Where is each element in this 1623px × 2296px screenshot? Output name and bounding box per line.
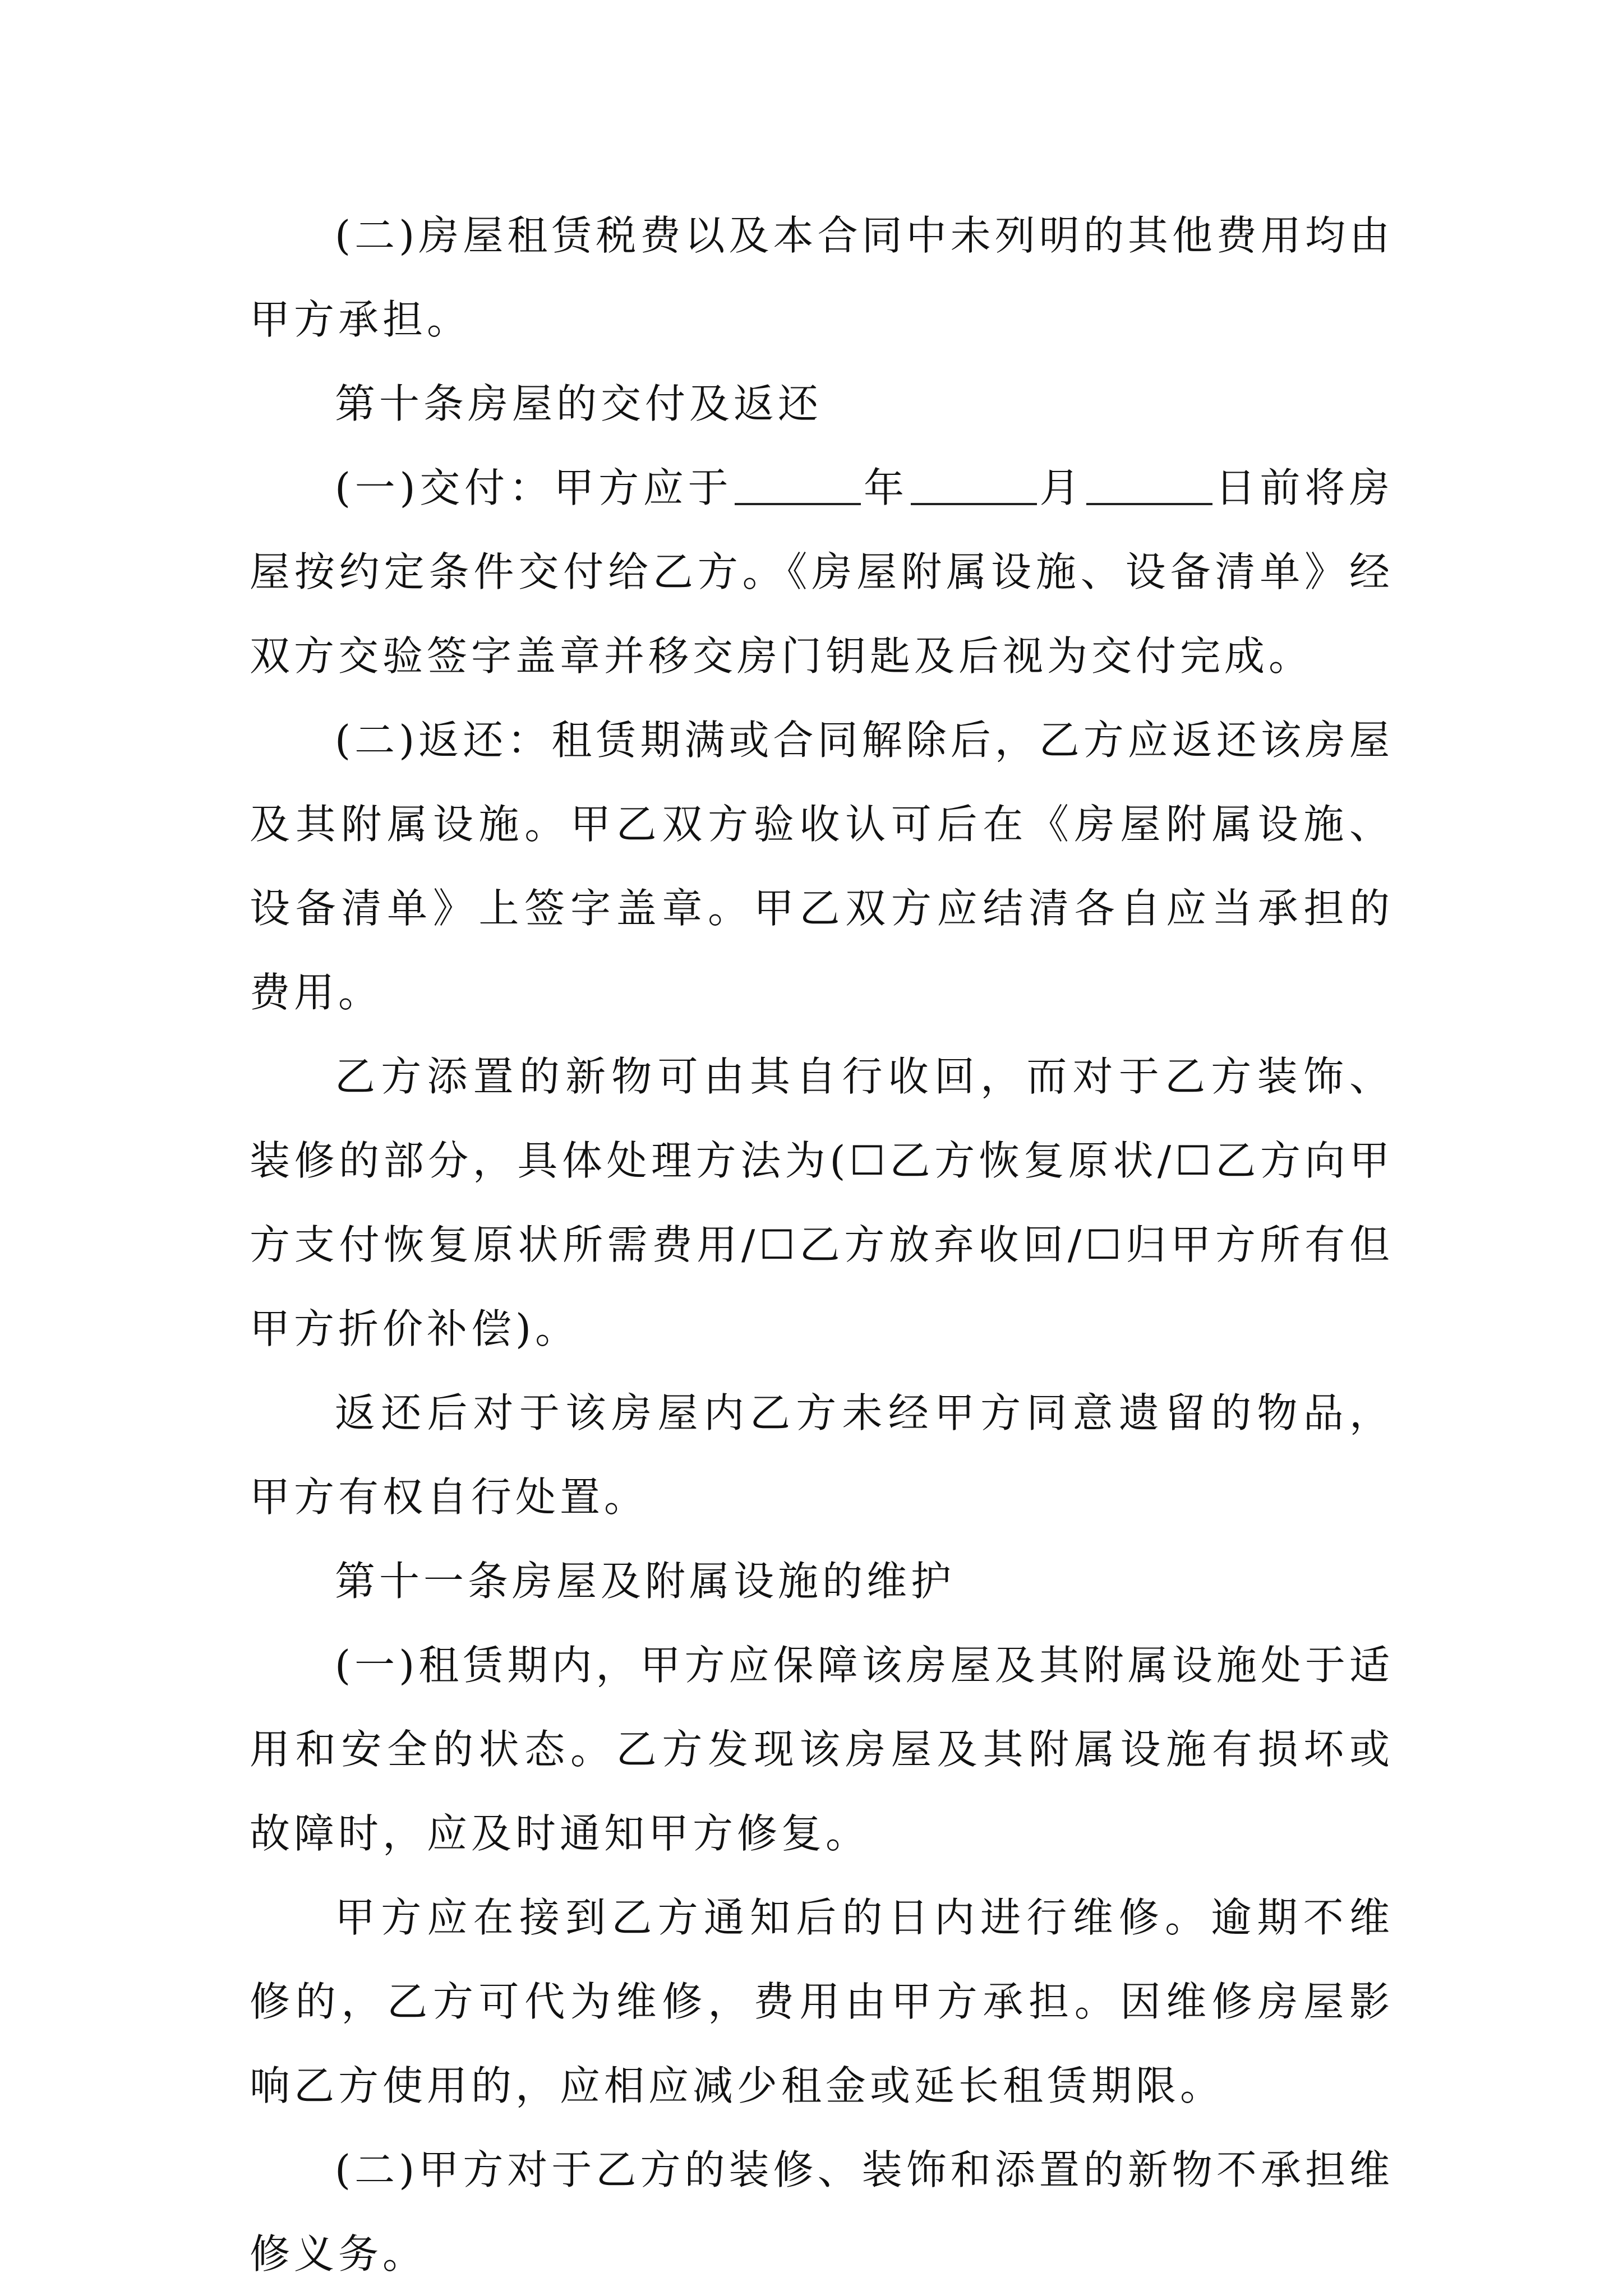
delivery-text-c: 月 [1039,464,1085,511]
clause-taxes-fees: (二)房屋租赁税费以及本合同中未列明的其他费用均由甲方承担。 [250,212,1394,343]
clause-return: (二)返还：租赁期满或合同解除后，乙方应返还该房屋及其附属设施。甲乙双方验收认可后在《房屋附属设施、设备清单》上签字盖章。甲乙双方应结清各自应当承担的费用。 [250,717,1394,1016]
clause-maintenance-2: (二)甲方对于乙方的装修、装饰和添置的新物不承担维修义务。 [250,2146,1394,2277]
day-blank [1086,467,1212,505]
article-11-title: 第十一条房屋及附属设施的维护 [335,1558,956,1605]
clause-left-items: 返还后对于该房屋内乙方未经甲方同意遗留的物品，甲方有权自行处置。 [250,1389,1394,1521]
article-10-title: 第十条房屋的交付及返还 [335,380,823,427]
delivery-text-d: 日前将房屋按约定条件交付给乙方。《房屋附属设施、设备清单》经双方交验签字盖章并移交房门钥匙及后视为交付完成。 [250,464,1394,680]
clause-maintenance-1: (一)租赁期内，甲方应保障该房屋及其附属设施处于适用和安全的状态。乙方发现该房屋及其附属设施有损坏或故障时，应及时通知甲方修复。 [250,1642,1394,1857]
clause-maintenance-repair: 甲方应在接到乙方通知后的日内进行维修。逾期不维修的，乙方可代为维修，费用由甲方承担。因维修房屋影响乙方使用的，应相应减少租金或延长租赁期限。 [250,1894,1394,2109]
month-blank [911,467,1037,505]
delivery-text-a: (一)交付：甲方应于 [335,464,733,511]
clause-delivery [250,446,1394,698]
clause-new-items: 乙方添置的新物可由其自行收回，而对于乙方装饰、装修的部分，具体处理方法为(☐乙方恢复原状/☐乙方向甲方支付恢复原状所需费用/☐乙方放弃收回/☐归甲方所有但甲方折价补偿)。 [250,1053,1394,1352]
document-body [250,193,1394,2296]
year-blank [735,467,861,505]
delivery-text-b: 年 [863,464,909,511]
